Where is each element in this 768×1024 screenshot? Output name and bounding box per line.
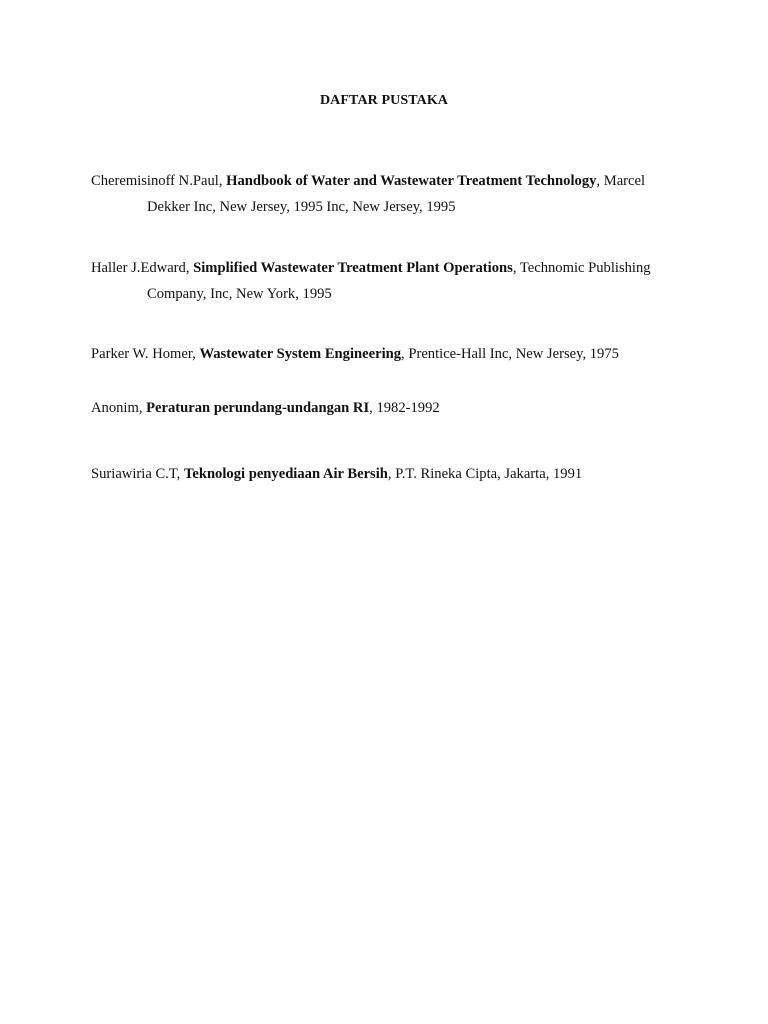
reference-author: Haller J.Edward,	[91, 260, 194, 276]
reference-book-title: Teknologi penyediaan Air Bersih	[183, 466, 388, 482]
reference-entry	[91, 168, 681, 220]
reference-line	[91, 341, 681, 367]
reference-author: Parker W. Homer,	[91, 346, 200, 362]
reference-entry	[91, 395, 681, 421]
page-title: DAFTAR PUSTAKA	[319, 93, 449, 108]
reference-book-title: Wastewater System Engineering	[199, 346, 402, 362]
reference-book-title: Peraturan perundang-undangan RI	[146, 400, 370, 416]
reference-entry	[91, 341, 681, 367]
reference-book-title: Simplified Wastewater Treatment Plant Operations	[193, 260, 513, 276]
reference-entry	[91, 255, 681, 307]
reference-entry	[91, 461, 681, 487]
reference-continuation: Dekker Inc, New Jersey, 1995 Inc, New Jersey, 1995	[147, 199, 456, 215]
reference-publisher: , Prentice-Hall Inc, New Jersey, 1975	[401, 346, 619, 362]
reference-line	[91, 395, 681, 421]
reference-author: Cheremisinoff N.Paul,	[91, 173, 227, 189]
reference-book-title: Handbook of Water and Wastewater Treatment Technology	[226, 173, 597, 189]
reference-publisher: , 1982-1992	[369, 400, 440, 416]
reference-publisher: , Marcel	[596, 173, 646, 189]
reference-publisher: , P.T. Rineka Cipta, Jakarta, 1991	[387, 466, 583, 482]
reference-publisher: , Technomic Publishing	[512, 260, 651, 276]
reference-line	[91, 255, 681, 281]
reference-author: Suriawiria C.T,	[91, 466, 184, 482]
reference-line	[91, 461, 681, 487]
reference-continuation: Company, Inc, New York, 1995	[147, 286, 332, 302]
reference-line	[91, 168, 681, 194]
reference-author: Anonim,	[91, 400, 147, 416]
